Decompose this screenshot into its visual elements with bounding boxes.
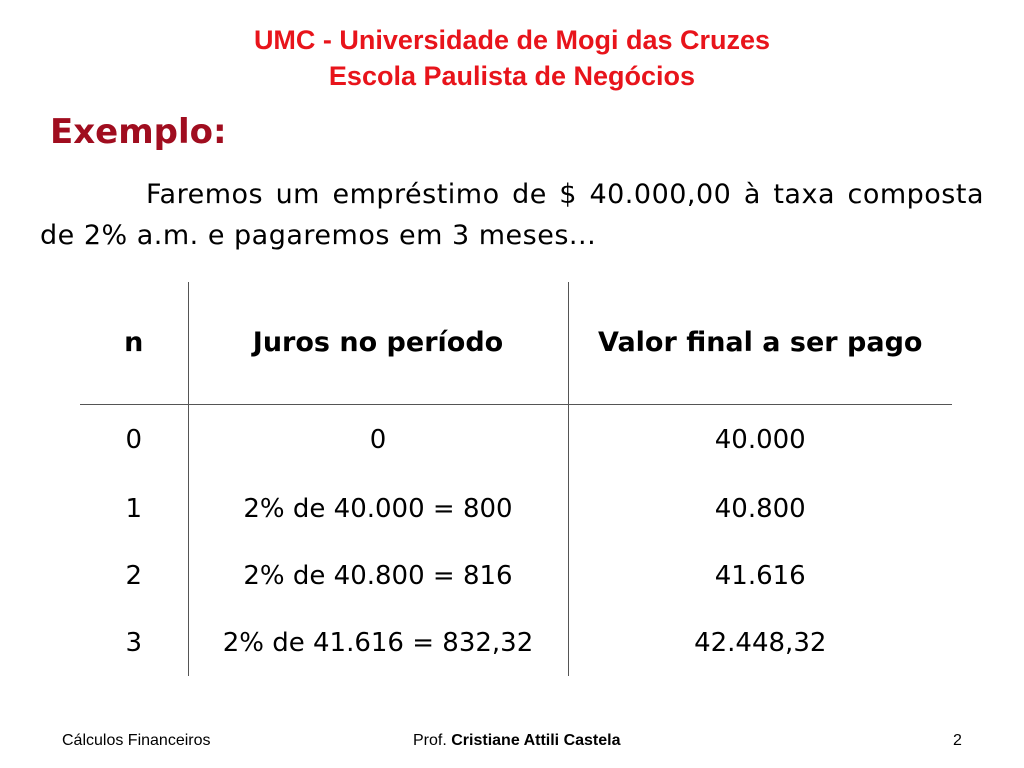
- professor-label: Prof.: [413, 732, 447, 749]
- footer-professor: [413, 732, 620, 750]
- cell-valor-final: 41.616: [568, 542, 952, 609]
- cell-n: 0: [125, 425, 143, 455]
- section-title: Exemplo:: [50, 112, 227, 152]
- table-row: [80, 542, 952, 609]
- cell-juros: 0: [188, 405, 568, 476]
- school-name: Escola Paulista de Negócios: [328, 61, 696, 91]
- table-row: [80, 475, 952, 542]
- cell-valor-final: 40.800: [568, 475, 952, 542]
- interest-table: [80, 282, 952, 676]
- cell-n: 2: [125, 560, 143, 591]
- cell-valor-final: 40.000: [568, 405, 952, 476]
- university-name: UMC - Universidade de Mogi das Cruzes: [253, 25, 771, 55]
- cell-juros: 2% de 41.616 = 832,32: [188, 609, 568, 676]
- professor-name: Cristiane Attili Castela: [451, 732, 621, 749]
- header-valor-final: Valor final a ser pago: [568, 282, 952, 405]
- cell-valor-final: 42.448,32: [568, 609, 952, 676]
- header-n: n: [80, 282, 188, 405]
- cell-n: 1: [125, 493, 143, 524]
- cell-juros: 2% de 40.000 = 800: [188, 475, 568, 542]
- table-row: [80, 405, 952, 476]
- intro-paragraph: Faremos um empréstimo de $ 40.000,00 à taxa composta de 2% a.m. e pagaremos em 3 meses...: [40, 179, 984, 251]
- slide-header: [0, 22, 1024, 94]
- header-juros: Juros no período: [188, 282, 568, 405]
- table-row: [80, 609, 952, 676]
- cell-juros: 2% de 40.800 = 816: [188, 542, 568, 609]
- footer-course: Cálculos Financeiros: [62, 732, 211, 749]
- cell-n: 3: [125, 627, 143, 658]
- page-number: 2: [953, 732, 962, 749]
- table-header-row: [80, 282, 952, 405]
